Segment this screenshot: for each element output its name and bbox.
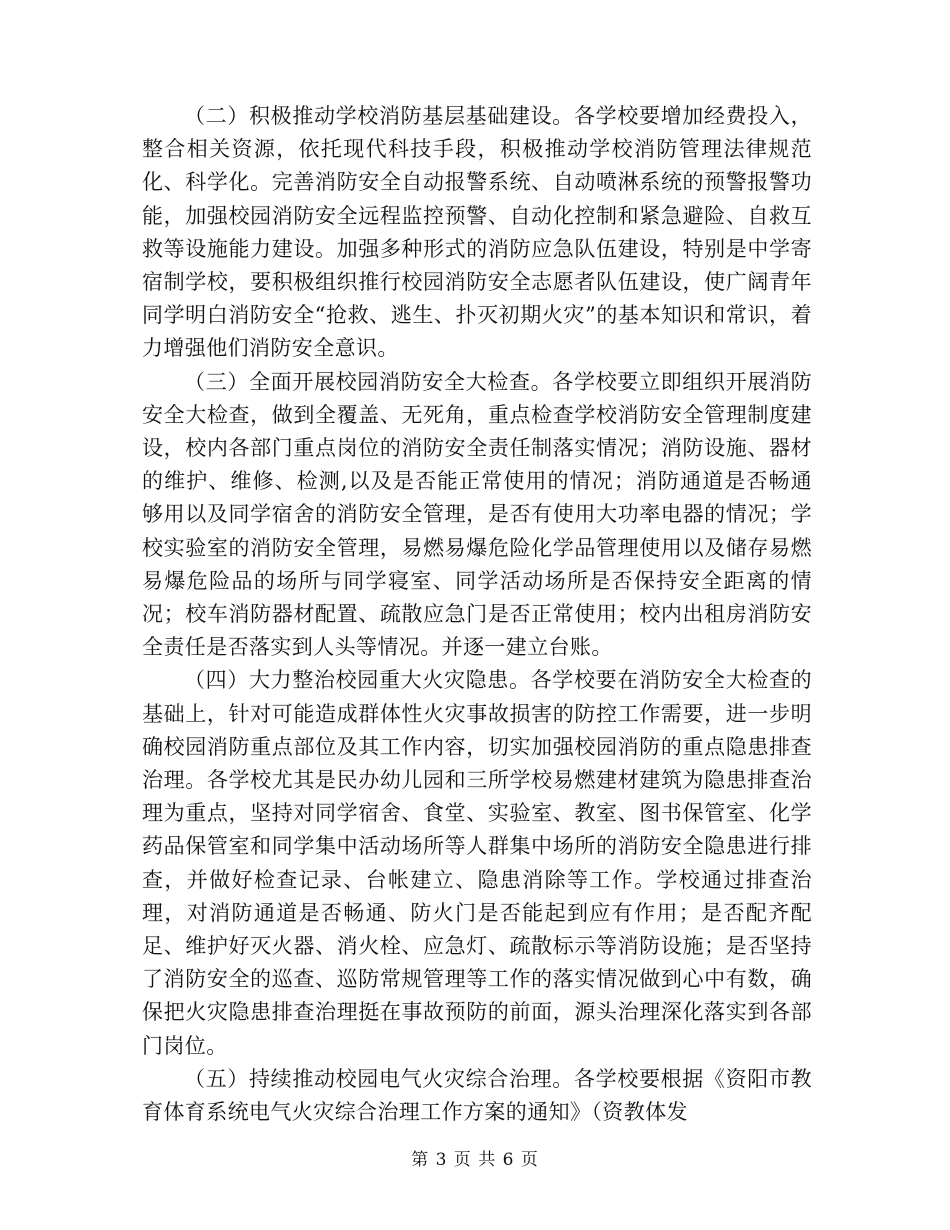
paragraph-3: （三）全面开展校园消防安全大检查。各学校要立即组织开展消防安全大检查，做到全覆盖、无死角，重点检查学校消防安全管理制度建设，校内各部门重点岗位的消防安全责任制落实情况；消防设施、器材的维护、维修、检测,以及是否能正常使用的情况；消防通道是否畅通够用以及同学宿舍的消防安全管理，是否有使用大功率电器的情况；学校实验室的消防安全管理，易燃易爆危险化学品管理使用以及储存易燃易爆危险品的场所与同学寝室、同学活动场所是否保持安全距离的情况；校车消防器材配置、疏散应急门是否正常使用；校内出租房消防安全责任是否落实到人头等情况。并逐一建立台账。 (142, 369, 812, 660)
document-body (142, 100, 812, 1129)
page-footer (0, 1148, 950, 1172)
paragraph-5: （五）持续推动校园电气火灾综合治理。各学校要根据《资阳市教育体育系统电气火灾综合治理工作方案的通知》（资教体发 (142, 1066, 812, 1125)
paragraph-2: （二）积极推动学校消防基层基础建设。各学校要增加经费投入，整合相关资源，依托现代科技手段，积极推动学校消防管理法律规范化、科学化。完善消防安全自动报警系统、自动喷淋系统的预警报警功能，加强校园消防安全远程监控预警、自动化控制和紧急避险、自救互救等设施能力建设。加强多种形式的消防应急队伍建设，特别是中学寄宿制学校，要积极组织推行校园消防安全志愿者队伍建设，使广阔青年同学明白消防安全“抢救、逃生、扑灭初期火灾”的基本知识和常识，着力增强他们消防安全意识。 (142, 104, 812, 361)
page-number: 第 3 页 共 6 页 (411, 1150, 539, 1170)
paragraph-4: （四）大力整治校园重大火灾隐患。各学校要在消防安全大检查的基础上，针对可能造成群体性火灾事故损害的防控工作需要，进一步明确校园消防重点部位及其工作内容，切实加强校园消防的重点隐患排查治理。各学校尤其是民办幼儿园和三所学校易燃建材建筑为隐患排查治理为重点，坚持对同学宿舍、食堂、实验室、教室、图书保管室、化学药品保管室和同学集中活动场所等人群集中场所的消防安全隐患进行排查，并做好检查记录、台帐建立、隐患消除等工作。学校通过排查治理，对消防通道是否畅通、防火门是否能起到应有作用；是否配齐配足、维护好灭火器、消火栓、应急灯、疏散标示等消防设施；是否坚持了消防安全的巡查、巡防常规管理等工作的落实情况做到心中有数，确保把火灾隐患排查治理挺在事故预防的前面，源头治理深化落实到各部门岗位。 (142, 668, 812, 1058)
